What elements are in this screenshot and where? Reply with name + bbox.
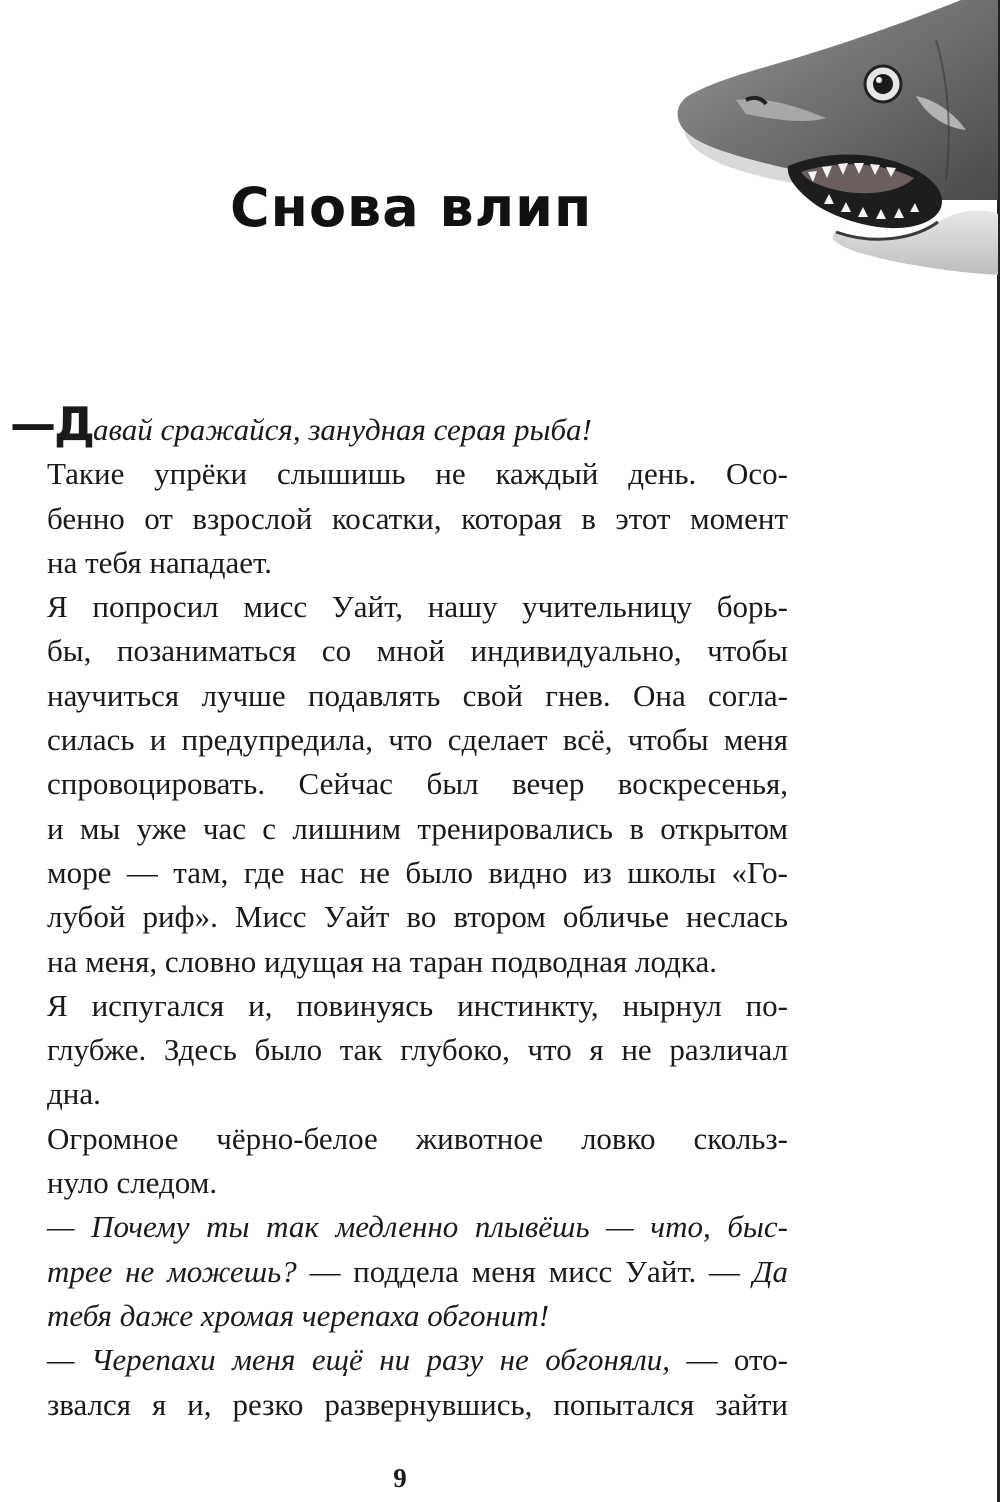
- text-line: силась и предупредила, что сделает всё, чтобы меня: [47, 722, 788, 758]
- text-line: дна.: [47, 1076, 101, 1112]
- dialogue-paragraph: [10, 1338, 788, 1427]
- body-text: [10, 397, 788, 1427]
- text-line: бенно от взрослой косатки, которая в этот момент: [47, 500, 788, 536]
- text-line: нуло следом.: [47, 1165, 218, 1201]
- text-line: на меня, словно идущая на таран подводная лодка.: [47, 943, 717, 979]
- paragraph: [10, 585, 788, 984]
- text-line: — ото-: [670, 1342, 788, 1378]
- text-line: лубой риф». Мисс Уайт во втором обличье неслась: [47, 899, 788, 935]
- drop-cap: —Д: [10, 397, 93, 451]
- text-line: Такие упрёки слышишь не каждый день. Осо-: [47, 456, 788, 492]
- text-line: Огромное чёрно-белое животное ловко скольз-: [47, 1120, 788, 1156]
- text-line: бы, позаниматься со мной индивидуально, чтобы: [47, 633, 788, 669]
- text-line: — поддела меня мисс Уайт. —: [296, 1253, 753, 1289]
- shark-head-icon: [676, 0, 998, 275]
- dialogue-paragraph: [10, 1205, 788, 1338]
- text-line: научиться лучше подавлять свой гнев. Она согла-: [47, 677, 788, 713]
- text-line: Я испугался и, повинуясь инстинкту, нырнул по-: [47, 987, 788, 1023]
- text-line: море — там, где нас не было видно из школы «Го-: [47, 854, 788, 890]
- paragraph: [10, 1117, 788, 1206]
- text-line: звался я и, резко развернувшись, попытался зайти: [47, 1386, 788, 1422]
- text-line: — Почему ты так медленно плывёшь — что, быс-: [47, 1209, 788, 1245]
- text-line: и мы уже час с лишним тренировались в открытом: [47, 810, 788, 846]
- chapter-title: Снова влип: [230, 176, 593, 239]
- italic-text: трее не можешь?: [47, 1253, 297, 1289]
- text-line: авай сражайся, занудная серая рыба!: [92, 412, 592, 447]
- italic-text: — Черепахи меня ещё ни разу не обгоняли,: [47, 1342, 671, 1378]
- paragraph: [10, 984, 788, 1117]
- text-line: Я попросил мисс Уайт, нашу учительницу борь-: [47, 589, 788, 625]
- text-line: глубже. Здесь было так глубоко, что я не различал: [47, 1032, 788, 1068]
- text-line: на тебя нападает.: [47, 544, 272, 580]
- italic-text: Да: [752, 1253, 788, 1289]
- text-line: тебя даже хромая черепаха обгонит!: [47, 1297, 550, 1333]
- page-number: 9: [393, 1463, 407, 1493]
- text-line: спровоцировать. Сейчас был вечер воскресенья,: [47, 766, 788, 802]
- paragraph: [10, 397, 788, 452]
- paragraph: [10, 452, 788, 585]
